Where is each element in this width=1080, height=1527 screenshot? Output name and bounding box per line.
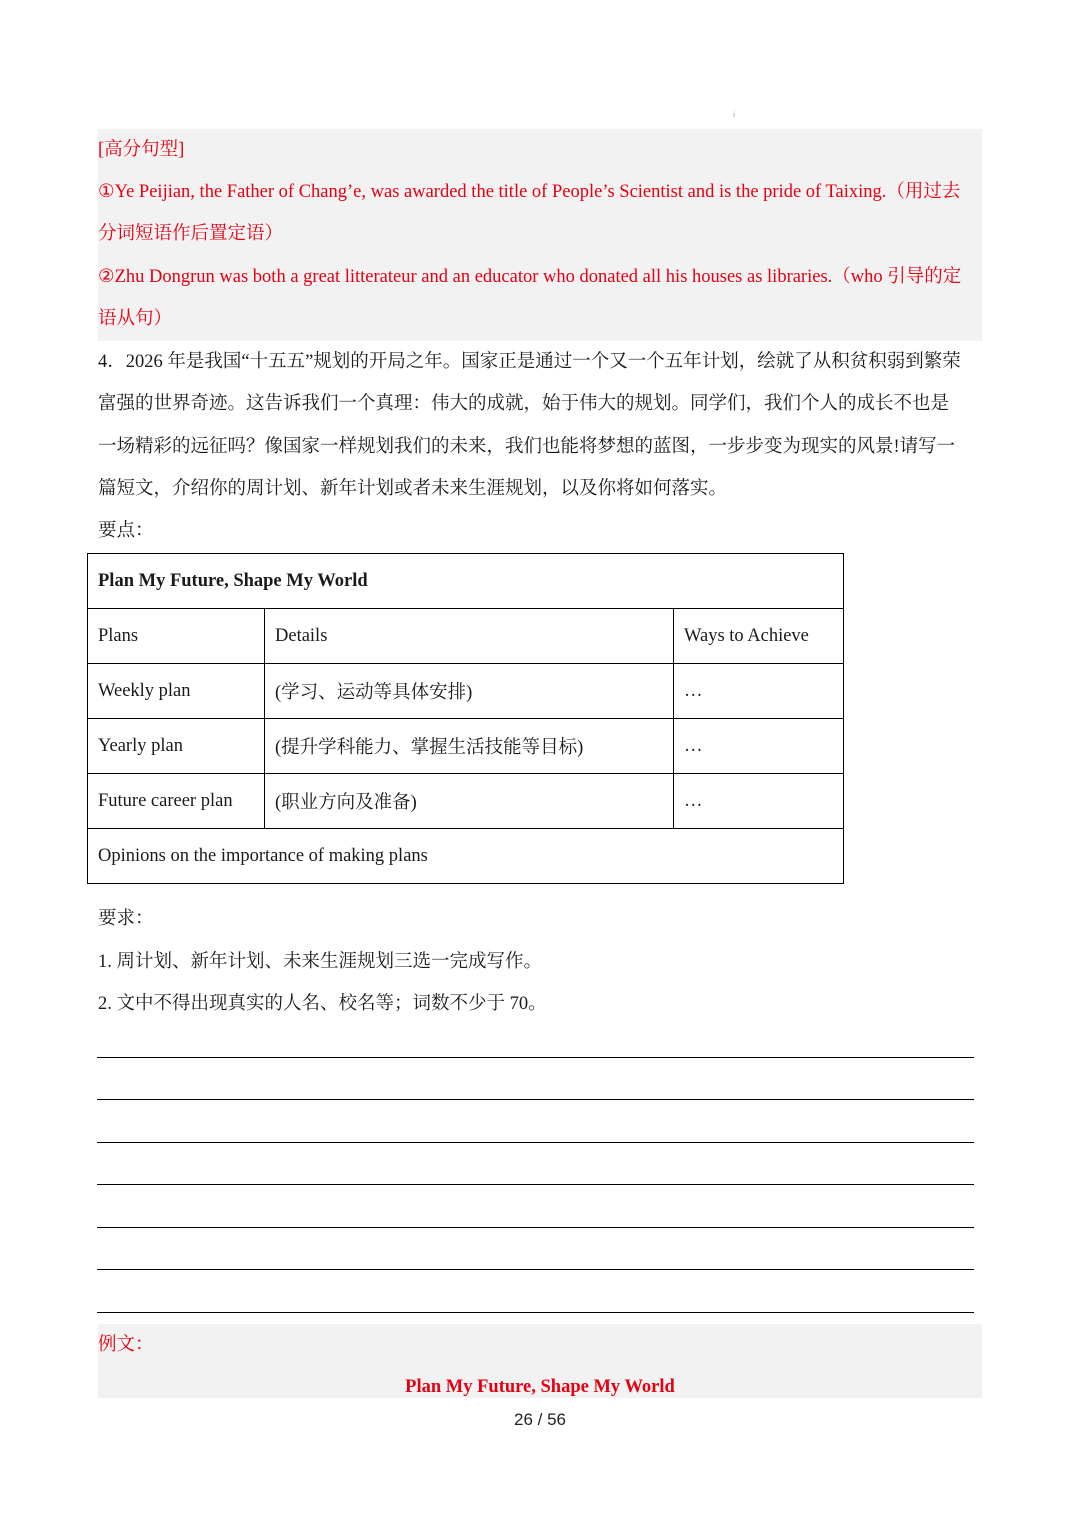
header-plans: Plans	[88, 609, 265, 664]
high-score-item-1-line-1: ①Ye Peijian, the Father of Chang’e, was awarded the title of People’s Scientist and is the pride of Taixing.（用过去	[98, 182, 961, 202]
requirement-1: 1. 周计划、新年计划、未来生涯规划三选一完成写作。	[98, 952, 543, 972]
high-score-item-1-line-2: 分词短语作后置定语）	[98, 224, 284, 244]
example-label: 例文：	[98, 1335, 154, 1355]
ways-cell: …	[674, 719, 844, 774]
high-score-item-2-line-2: 语从句）	[98, 309, 173, 329]
header-ways: Ways to Achieve	[674, 609, 844, 664]
table-title-row	[88, 554, 844, 609]
page-mark: i	[733, 110, 736, 119]
table-footer-row	[88, 829, 844, 884]
question-line-4: 篇短文，介绍你的周计划、新年计划或者未来生涯规划，以及你将如何落实。	[98, 479, 728, 499]
plan-cell: Future career plan	[88, 774, 265, 829]
example-title: Plan My Future, Shape My World	[405, 1377, 675, 1397]
high-score-heading: [高分句型]	[98, 140, 185, 160]
header-details: Details	[265, 609, 674, 664]
details-cell: (提升学科能力、掌握生活技能等目标)	[265, 719, 674, 774]
table-footer: Opinions on the importance of making plans	[88, 829, 844, 884]
requirement-2: 2. 文中不得出现真实的人名、校名等；词数不少于 70。	[98, 994, 547, 1014]
points-label: 要点：	[98, 521, 154, 541]
writing-line	[97, 1312, 974, 1313]
writing-line	[97, 1099, 974, 1100]
table-row	[88, 664, 844, 719]
table-header-row	[88, 609, 844, 664]
plan-cell: Yearly plan	[88, 719, 265, 774]
plan-cell: Weekly plan	[88, 664, 265, 719]
writing-line	[97, 1142, 974, 1143]
ways-cell: …	[674, 664, 844, 719]
table-title: Plan My Future, Shape My World	[88, 554, 844, 609]
requirements-label: 要求：	[98, 909, 154, 929]
details-cell: (职业方向及准备)	[265, 774, 674, 829]
page-number: 26 / 56	[514, 1410, 566, 1429]
writing-line	[97, 1227, 974, 1228]
high-score-item-2-line-1: ②Zhu Dongrun was both a great litterateur and an educator who donated all his houses as libraries.（who 引导的定	[98, 267, 962, 287]
question-line-2: 富强的世界奇迹。这告诉我们一个真理：伟大的成就，始于伟大的规划。同学们，我们个人的成长不也是	[98, 394, 950, 414]
writing-line	[97, 1184, 974, 1185]
writing-line	[97, 1057, 974, 1058]
question-line-1: 4．2026 年是我国“十五五”规划的开局之年。国家正是通过一个又一个五年计划，绘就了从积贫积弱到繁荣	[98, 352, 961, 372]
details-cell: (学习、运动等具体安排)	[265, 664, 674, 719]
outline-table	[87, 553, 844, 884]
table-row	[88, 719, 844, 774]
writing-line	[97, 1269, 974, 1270]
ways-cell: …	[674, 774, 844, 829]
question-line-3: 一场精彩的远征吗？像国家一样规划我们的未来，我们也能将梦想的蓝图，一步步变为现实的风景!请写一	[98, 437, 956, 457]
table-row	[88, 774, 844, 829]
